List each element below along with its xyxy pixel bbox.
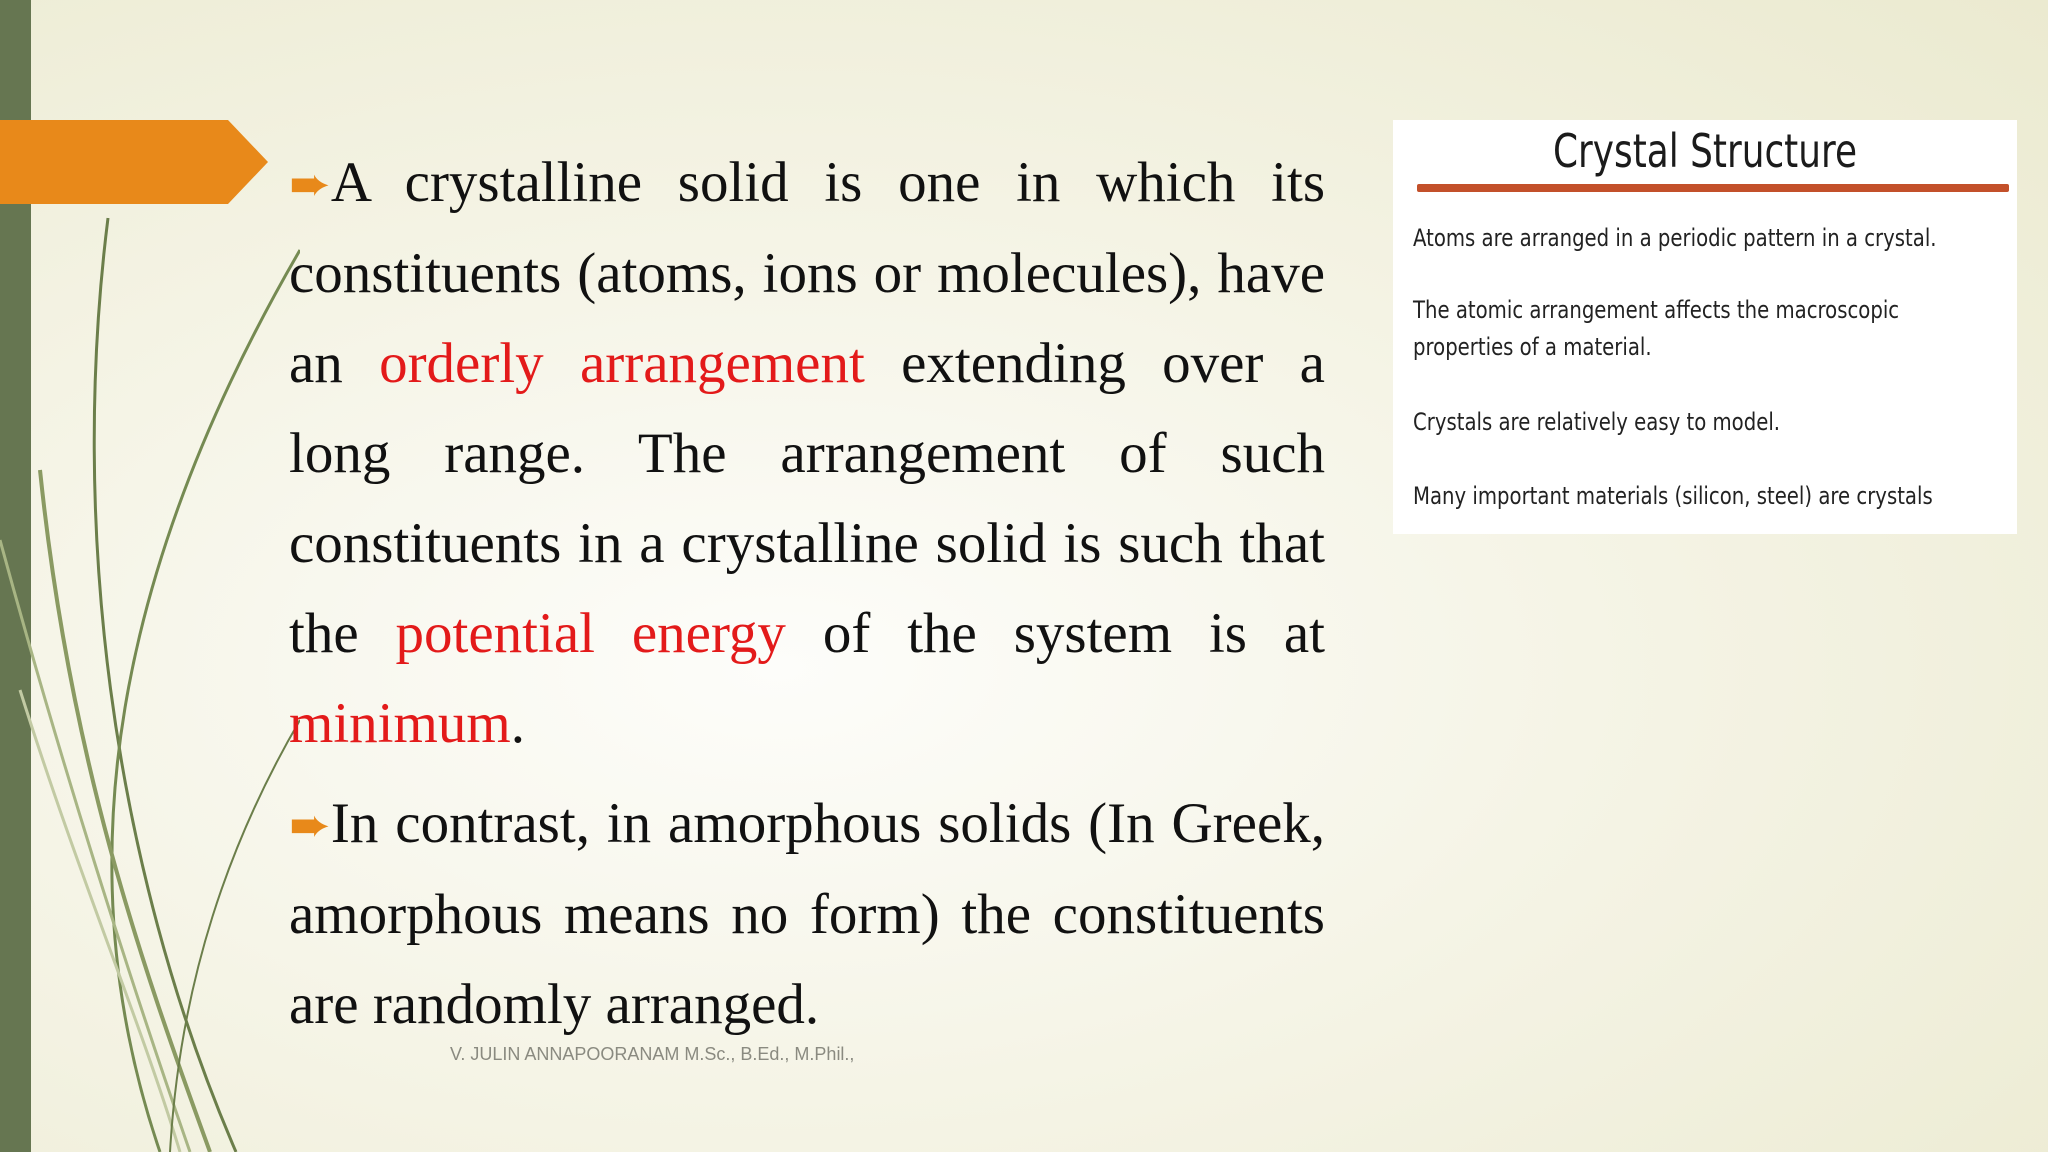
paragraph-crystalline [289, 138, 1325, 769]
text-run: extending over a long range. The arrangement of such constituents in a crystalline solid is such that the [289, 332, 1325, 665]
highlight-orderly-arrangement: orderly arrangement [379, 332, 865, 395]
figure-line: Many important materials (silicon, steel) are crystals [1413, 482, 1933, 510]
figure-title: Crystal Structure [1552, 124, 1858, 178]
highlight-potential-energy: potential energy [395, 602, 786, 665]
orange-arrow-shape [0, 120, 268, 204]
arrow-bullet-icon: ➨ [289, 797, 331, 853]
text-run: of the system is at [785, 602, 1325, 665]
crystal-structure-figure [1393, 120, 2017, 534]
paragraph-amorphous [289, 779, 1325, 1050]
figure-line: Atoms are arranged in a periodic pattern in a crystal. [1413, 224, 1937, 252]
figure-line: Crystals are relatively easy to model. [1413, 408, 1781, 436]
text-run: . [510, 692, 525, 755]
highlight-minimum: minimum [289, 692, 511, 755]
figure-title-rule [1417, 184, 2009, 192]
slide-footer: V. JULIN ANNAPOORANAM M.Sc., B.Ed., M.Phil., [450, 1044, 855, 1064]
body-text [289, 138, 1325, 1050]
figure-line: The atomic arrangement affects the macroscopic properties of a material. [1413, 296, 1900, 361]
arrow-bullet-icon: ➨ [289, 156, 331, 212]
text-run: In contrast, in amorphous solids (In Greek, amorphous means no form) the constituents are randomly arranged. [289, 792, 1325, 1036]
text-run: A crystalline solid is one in which its constituents (atoms, ions or molecules), have an [289, 151, 1325, 395]
